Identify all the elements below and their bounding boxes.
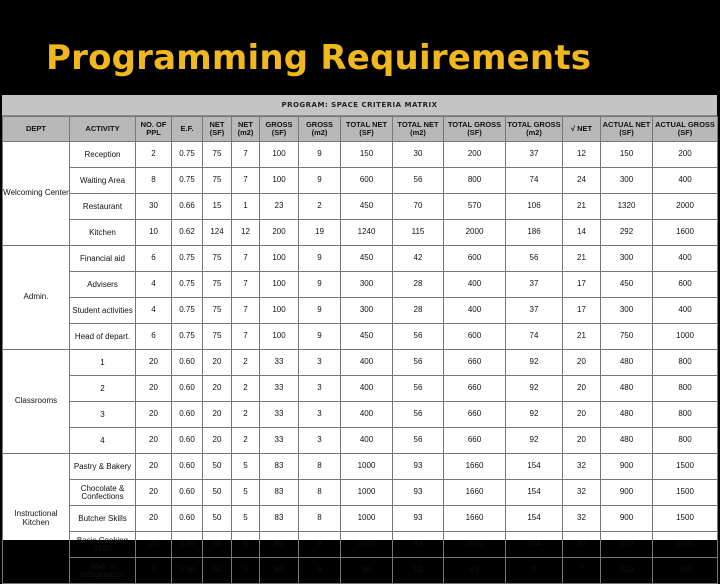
value-cell: 33	[260, 402, 299, 428]
activity-cell: Student activities	[70, 298, 136, 324]
value-cell: 2	[136, 142, 172, 168]
value-cell: 1660	[444, 480, 506, 506]
value-cell: 17	[563, 298, 601, 324]
value-cell: 0.75	[172, 298, 203, 324]
value-cell: 0.75	[172, 246, 203, 272]
value-cell: 7	[563, 558, 601, 584]
value-cell: 300	[341, 272, 393, 298]
value-cell: 8	[506, 558, 563, 584]
value-cell: 900	[601, 532, 653, 558]
value-cell: 33	[260, 428, 299, 454]
value-cell: 83	[260, 454, 299, 480]
matrix-table	[2, 116, 718, 584]
value-cell: 83	[260, 558, 299, 584]
value-cell: 37	[506, 142, 563, 168]
value-cell: 9	[299, 272, 341, 298]
value-cell: 1	[136, 558, 172, 584]
header-cell: ACTUAL NET (SF)	[601, 117, 653, 142]
value-cell: 21	[563, 194, 601, 220]
value-cell: 50	[203, 506, 232, 532]
value-cell: 32	[563, 506, 601, 532]
value-cell: 0.60	[172, 376, 203, 402]
value-cell: 75	[203, 168, 232, 194]
value-cell: 0.60	[172, 350, 203, 376]
value-cell: 400	[653, 298, 718, 324]
activity-cell: Walk in refrigerators	[70, 558, 136, 584]
value-cell: 93	[393, 506, 444, 532]
activity-cell: Financial aid	[70, 246, 136, 272]
header-cell: TOTAL NET (m2)	[393, 117, 444, 142]
value-cell: 300	[601, 168, 653, 194]
value-cell: 200	[260, 220, 299, 246]
header-cell: GROSS (SF)	[260, 117, 299, 142]
value-cell: 20	[136, 428, 172, 454]
value-cell: 100	[260, 142, 299, 168]
value-cell: 20	[203, 428, 232, 454]
value-cell: 12	[563, 142, 601, 168]
value-cell: 300	[341, 298, 393, 324]
value-cell: 75	[203, 324, 232, 350]
value-cell: 800	[653, 350, 718, 376]
value-cell: 1660	[444, 532, 506, 558]
value-cell: 20	[203, 402, 232, 428]
value-cell: 600	[444, 246, 506, 272]
value-cell: 1500	[653, 454, 718, 480]
value-cell: 2	[232, 428, 260, 454]
activity-cell: Advisers	[70, 272, 136, 298]
value-cell: 74	[506, 324, 563, 350]
value-cell: 400	[341, 428, 393, 454]
value-cell: 8	[299, 558, 341, 584]
value-cell: 20	[563, 376, 601, 402]
value-cell: 50	[203, 558, 232, 584]
value-cell: 20	[136, 532, 172, 558]
value-cell: 56	[506, 246, 563, 272]
value-cell: 75	[203, 246, 232, 272]
value-cell: 8	[136, 168, 172, 194]
space-criteria-matrix	[2, 95, 717, 579]
value-cell: 186	[506, 220, 563, 246]
value-cell: 5	[232, 558, 260, 584]
value-cell: 93	[393, 480, 444, 506]
value-cell: 154	[506, 532, 563, 558]
activity-cell: Kitchen	[70, 220, 136, 246]
value-cell: 480	[601, 350, 653, 376]
value-cell: 900	[601, 480, 653, 506]
activity-cell: Restaurant	[70, 194, 136, 220]
value-cell: 1320	[601, 194, 653, 220]
value-cell: 6	[136, 324, 172, 350]
value-cell: 0.75	[172, 142, 203, 168]
activity-cell: Waiting Area	[70, 168, 136, 194]
dept-cell: Instructional Kitchen	[3, 454, 70, 584]
value-cell: 9	[299, 324, 341, 350]
value-cell: 92	[506, 376, 563, 402]
value-cell: 0.60	[172, 558, 203, 584]
value-cell: 660	[444, 350, 506, 376]
value-cell: 750	[601, 324, 653, 350]
value-cell: 300	[601, 298, 653, 324]
table-row	[3, 428, 718, 454]
value-cell: 32	[563, 454, 601, 480]
value-cell: 1000	[341, 480, 393, 506]
value-cell: 800	[653, 402, 718, 428]
value-cell: 2000	[653, 194, 718, 220]
table-row	[3, 402, 718, 428]
table-row	[3, 350, 718, 376]
value-cell: 1000	[341, 454, 393, 480]
value-cell: 74	[506, 168, 563, 194]
value-cell: 83	[260, 480, 299, 506]
value-cell: 1000	[341, 506, 393, 532]
value-cell: 92	[506, 350, 563, 376]
value-cell: 42	[393, 246, 444, 272]
value-cell: 9	[299, 168, 341, 194]
value-cell: 2	[232, 402, 260, 428]
value-cell: 5	[232, 532, 260, 558]
value-cell: 100	[260, 324, 299, 350]
header-cell: DEPT	[3, 117, 70, 142]
header-cell: NET (SF)	[203, 117, 232, 142]
value-cell: 19	[299, 220, 341, 246]
value-cell: 7	[232, 298, 260, 324]
table-row	[3, 246, 718, 272]
value-cell: 20	[136, 480, 172, 506]
value-cell: 2000	[444, 220, 506, 246]
value-cell: 30	[393, 142, 444, 168]
value-cell: 0.60	[172, 506, 203, 532]
header-cell: TOTAL GROSS (SF)	[444, 117, 506, 142]
value-cell: 93	[393, 532, 444, 558]
value-cell: 28	[393, 298, 444, 324]
value-cell: 56	[393, 376, 444, 402]
value-cell: 33	[260, 350, 299, 376]
matrix-title: PROGRAM: SPACE CRITERIA MATRIX	[2, 95, 717, 116]
value-cell: 660	[444, 428, 506, 454]
value-cell: 2	[232, 350, 260, 376]
value-cell: 50	[203, 480, 232, 506]
value-cell: 75	[203, 298, 232, 324]
value-cell: 20	[563, 350, 601, 376]
value-cell: 80	[341, 558, 393, 584]
value-cell: 400	[341, 402, 393, 428]
matrix-body	[3, 142, 718, 584]
value-cell: 120	[601, 558, 653, 584]
value-cell: 1500	[653, 532, 718, 558]
value-cell: 3	[299, 402, 341, 428]
value-cell: 150	[341, 142, 393, 168]
activity-cell: Butcher Skills	[70, 506, 136, 532]
header-cell: NO. OF PPL	[136, 117, 172, 142]
value-cell: 83	[444, 558, 506, 584]
value-cell: 1500	[653, 480, 718, 506]
value-cell: 5	[232, 454, 260, 480]
value-cell: 92	[506, 402, 563, 428]
value-cell: 600	[341, 168, 393, 194]
value-cell: 56	[393, 350, 444, 376]
value-cell: 900	[601, 454, 653, 480]
value-cell: 4	[136, 272, 172, 298]
value-cell: 2	[299, 194, 341, 220]
value-cell: 115	[393, 220, 444, 246]
value-cell: 570	[444, 194, 506, 220]
value-cell: 154	[506, 454, 563, 480]
table-row	[3, 194, 718, 220]
value-cell: 154	[506, 506, 563, 532]
header-row	[3, 117, 718, 142]
value-cell: 480	[601, 376, 653, 402]
activity-cell: 4	[70, 428, 136, 454]
value-cell: 1660	[444, 454, 506, 480]
header-cell: GROSS (m2)	[299, 117, 341, 142]
value-cell: 12	[393, 558, 444, 584]
value-cell: 450	[601, 272, 653, 298]
value-cell: 800	[653, 428, 718, 454]
activity-cell: 3	[70, 402, 136, 428]
value-cell: 20	[136, 350, 172, 376]
value-cell: 20	[136, 506, 172, 532]
value-cell: 0.75	[172, 168, 203, 194]
table-row	[3, 168, 718, 194]
value-cell: 21	[563, 324, 601, 350]
value-cell: 30	[136, 194, 172, 220]
header-cell: ACTUAL GROSS (SF)	[653, 117, 718, 142]
value-cell: 33	[260, 376, 299, 402]
value-cell: 800	[653, 376, 718, 402]
value-cell: 32	[563, 532, 601, 558]
value-cell: 21	[563, 246, 601, 272]
value-cell: 0.75	[172, 272, 203, 298]
dept-cell: Classrooms	[3, 350, 70, 454]
value-cell: 8	[299, 532, 341, 558]
value-cell: 1000	[653, 324, 718, 350]
value-cell: 400	[444, 298, 506, 324]
value-cell: 8	[299, 506, 341, 532]
value-cell: 20	[136, 376, 172, 402]
value-cell: 24	[563, 168, 601, 194]
value-cell: 0.60	[172, 402, 203, 428]
value-cell: 400	[653, 168, 718, 194]
value-cell: 150	[601, 142, 653, 168]
value-cell: 0.66	[172, 194, 203, 220]
value-cell: 400	[653, 246, 718, 272]
table-row	[3, 298, 718, 324]
value-cell: 100	[260, 168, 299, 194]
value-cell: 7	[232, 142, 260, 168]
table-row	[3, 272, 718, 298]
value-cell: 50	[203, 454, 232, 480]
value-cell: 8	[299, 454, 341, 480]
value-cell: 10	[136, 220, 172, 246]
value-cell: 1500	[653, 506, 718, 532]
table-row	[3, 454, 718, 480]
dept-cell: Admin.	[3, 246, 70, 350]
value-cell: 56	[393, 402, 444, 428]
value-cell: 32	[563, 480, 601, 506]
value-cell: 56	[393, 168, 444, 194]
value-cell: 600	[444, 324, 506, 350]
dept-cell: Welcoming Center	[3, 142, 70, 246]
value-cell: 37	[506, 272, 563, 298]
table-row	[3, 506, 718, 532]
value-cell: 800	[444, 168, 506, 194]
value-cell: 0.60	[172, 532, 203, 558]
value-cell: 20	[136, 454, 172, 480]
activity-cell: Chocolate & Confections	[70, 480, 136, 506]
header-cell: E.F.	[172, 117, 203, 142]
value-cell: 14	[563, 220, 601, 246]
value-cell: 7	[232, 168, 260, 194]
value-cell: 9	[299, 298, 341, 324]
value-cell: 70	[393, 194, 444, 220]
value-cell: 1	[232, 194, 260, 220]
table-row	[3, 376, 718, 402]
value-cell: 300	[601, 246, 653, 272]
table-row	[3, 142, 718, 168]
value-cell: 83	[260, 506, 299, 532]
value-cell: 600	[653, 272, 718, 298]
value-cell: 1240	[341, 220, 393, 246]
value-cell: 20	[563, 402, 601, 428]
table-row	[3, 220, 718, 246]
value-cell: 37	[506, 298, 563, 324]
header-cell: NET (m2)	[232, 117, 260, 142]
value-cell: 7	[232, 272, 260, 298]
value-cell: 100	[260, 272, 299, 298]
value-cell: 400	[341, 350, 393, 376]
value-cell: 9	[299, 246, 341, 272]
value-cell: 0.60	[172, 428, 203, 454]
value-cell: 1000	[341, 532, 393, 558]
value-cell: 75	[203, 272, 232, 298]
activity-cell: Reception	[70, 142, 136, 168]
value-cell: 480	[601, 402, 653, 428]
activity-cell: 2	[70, 376, 136, 402]
value-cell: 450	[341, 324, 393, 350]
value-cell: 100	[260, 298, 299, 324]
value-cell: 93	[393, 454, 444, 480]
value-cell: 20	[203, 376, 232, 402]
value-cell: 6	[136, 246, 172, 272]
value-cell: 5	[232, 480, 260, 506]
activity-cell: Pastry & Bakery	[70, 454, 136, 480]
value-cell: 56	[393, 324, 444, 350]
value-cell: 0.60	[172, 454, 203, 480]
value-cell: 200	[653, 142, 718, 168]
value-cell: 200	[653, 558, 718, 584]
value-cell: 1600	[653, 220, 718, 246]
value-cell: 0.60	[172, 480, 203, 506]
table-row	[3, 480, 718, 506]
activity-cell: Head of depart.	[70, 324, 136, 350]
value-cell: 20	[136, 402, 172, 428]
value-cell: 8	[299, 480, 341, 506]
value-cell: 28	[393, 272, 444, 298]
value-cell: 900	[601, 506, 653, 532]
value-cell: 450	[341, 246, 393, 272]
value-cell: 20	[563, 428, 601, 454]
value-cell: 154	[506, 480, 563, 506]
value-cell: 20	[203, 350, 232, 376]
value-cell: 480	[601, 428, 653, 454]
value-cell: 56	[393, 428, 444, 454]
table-row	[3, 558, 718, 584]
activity-cell: 1	[70, 350, 136, 376]
value-cell: 5	[232, 506, 260, 532]
header-cell: √ NET	[563, 117, 601, 142]
value-cell: 400	[444, 272, 506, 298]
value-cell: 50	[203, 532, 232, 558]
value-cell: 83	[260, 532, 299, 558]
value-cell: 660	[444, 376, 506, 402]
value-cell: 2	[232, 376, 260, 402]
value-cell: 12	[232, 220, 260, 246]
header-cell: TOTAL NET (SF)	[341, 117, 393, 142]
value-cell: 7	[232, 324, 260, 350]
activity-cell: Basic Cooking Skills	[70, 532, 136, 558]
value-cell: 4	[136, 298, 172, 324]
value-cell: 100	[260, 246, 299, 272]
value-cell: 660	[444, 402, 506, 428]
value-cell: 3	[299, 376, 341, 402]
value-cell: 124	[203, 220, 232, 246]
table-row	[3, 324, 718, 350]
value-cell: 3	[299, 350, 341, 376]
table-row	[3, 532, 718, 558]
value-cell: 17	[563, 272, 601, 298]
value-cell: 292	[601, 220, 653, 246]
value-cell: 400	[341, 376, 393, 402]
value-cell: 7	[232, 246, 260, 272]
value-cell: 106	[506, 194, 563, 220]
header-cell: TOTAL GROSS (m2)	[506, 117, 563, 142]
value-cell: 15	[203, 194, 232, 220]
value-cell: 75	[203, 142, 232, 168]
value-cell: 450	[341, 194, 393, 220]
value-cell: 23	[260, 194, 299, 220]
slide-title: Programming Requirements	[46, 38, 592, 78]
value-cell: 92	[506, 428, 563, 454]
value-cell: 1660	[444, 506, 506, 532]
value-cell: 0.62	[172, 220, 203, 246]
value-cell: 9	[299, 142, 341, 168]
value-cell: 200	[444, 142, 506, 168]
header-cell: ACTIVITY	[70, 117, 136, 142]
value-cell: 3	[299, 428, 341, 454]
value-cell: 0.75	[172, 324, 203, 350]
